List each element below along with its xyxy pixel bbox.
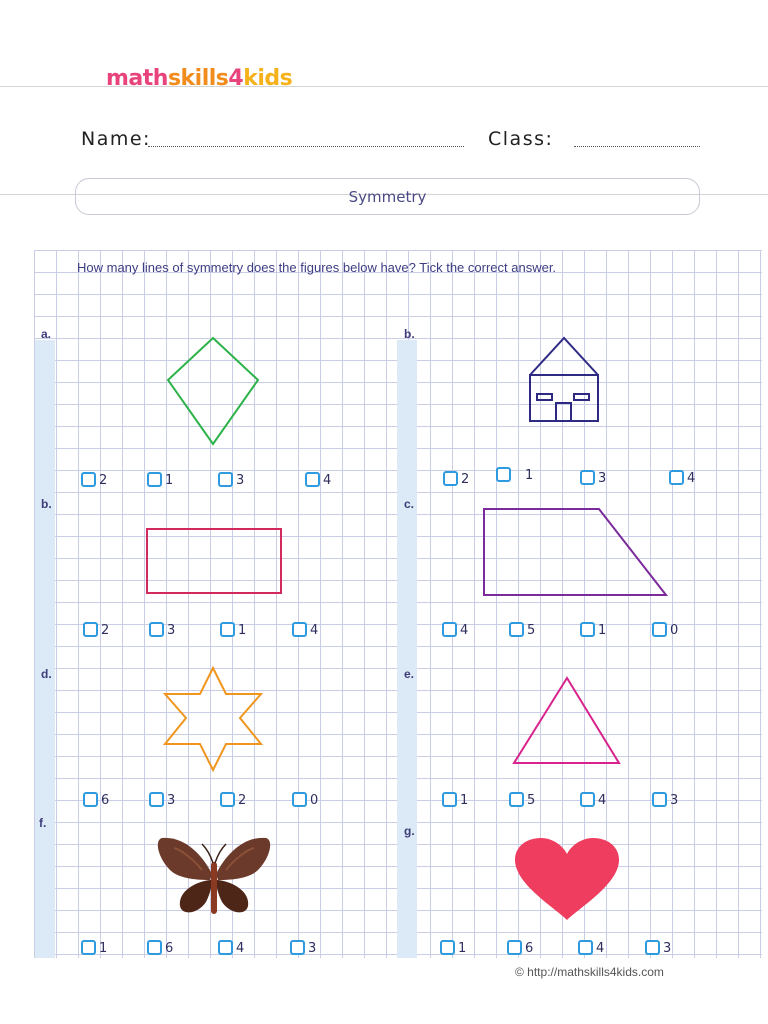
answer-option[interactable]: [292, 792, 318, 807]
answer-option[interactable]: [305, 472, 331, 487]
checkbox[interactable]: [218, 472, 233, 487]
answer-option[interactable]: [645, 940, 671, 955]
answer-option[interactable]: [509, 622, 535, 637]
answer-option[interactable]: [580, 622, 606, 637]
name-label: Name:: [81, 128, 151, 150]
class-label: Class:: [488, 128, 554, 150]
answer-option[interactable]: [652, 622, 678, 637]
answer-option[interactable]: [442, 622, 468, 637]
answer-option[interactable]: [83, 792, 109, 807]
left-margin-band: [35, 340, 55, 958]
answer-option[interactable]: [81, 940, 107, 955]
answer-option[interactable]: [290, 940, 316, 955]
option-number: 5: [527, 623, 536, 638]
trapezoid-shape: [482, 507, 670, 599]
checkbox[interactable]: [652, 792, 667, 807]
option-number: 6: [165, 941, 174, 956]
problem-label: b.: [41, 497, 52, 511]
answer-option[interactable]: [652, 792, 678, 807]
answer-option[interactable]: [83, 622, 109, 637]
answer-option[interactable]: [218, 940, 244, 955]
checkbox[interactable]: [580, 792, 595, 807]
option-number: 4: [596, 941, 605, 956]
checkbox[interactable]: [83, 622, 98, 637]
option-number: 1: [458, 941, 467, 956]
checkbox[interactable]: [220, 792, 235, 807]
six-pointed-star-shape: [160, 666, 266, 774]
problem-label: a.: [41, 327, 52, 341]
option-number: 2: [101, 623, 110, 638]
option-number: 3: [663, 941, 672, 956]
option-number: 3: [167, 793, 176, 808]
triangle-shape: [511, 676, 623, 766]
checkbox[interactable]: [509, 622, 524, 637]
checkbox[interactable]: [305, 472, 320, 487]
checkbox[interactable]: [443, 471, 458, 486]
checkbox[interactable]: [645, 940, 660, 955]
option-number: 1: [165, 473, 174, 488]
checkbox[interactable]: [290, 940, 305, 955]
copyright-footer: © http://mathskills4kids.com: [515, 965, 664, 979]
checkbox[interactable]: [578, 940, 593, 955]
answer-option[interactable]: [507, 940, 533, 955]
answer-option[interactable]: [220, 622, 246, 637]
instruction-text: How many lines of symmetry does the figures below have? Tick the correct answer.: [77, 260, 557, 275]
option-number: 0: [670, 623, 679, 638]
answer-option[interactable]: [292, 622, 318, 637]
answer-option[interactable]: [442, 792, 468, 807]
option-number: 5: [527, 793, 536, 808]
house-shape: [528, 336, 602, 424]
option-number: 3: [308, 941, 317, 956]
worksheet-title: Symmetry: [75, 178, 700, 215]
answer-option[interactable]: [443, 471, 469, 486]
checkbox[interactable]: [669, 470, 684, 485]
checkbox[interactable]: [81, 472, 96, 487]
problem-label: f.: [39, 816, 47, 830]
checkbox[interactable]: [147, 472, 162, 487]
option-number: 1: [525, 468, 534, 483]
answer-option[interactable]: [149, 622, 175, 637]
kite-shape: [166, 336, 260, 446]
butterfly-image: [154, 834, 274, 918]
rectangle-shape: [146, 528, 284, 596]
option-number: 4: [687, 471, 696, 486]
problem-label: d.: [41, 667, 52, 681]
option-number: 1: [238, 623, 247, 638]
option-number: 3: [598, 471, 607, 486]
option-number: 1: [460, 793, 469, 808]
class-line[interactable]: [574, 146, 700, 147]
option-number: 0: [310, 793, 319, 808]
option-number: 1: [598, 623, 607, 638]
option-number: 3: [236, 473, 245, 488]
option-number: 4: [310, 623, 319, 638]
checkbox[interactable]: [442, 792, 457, 807]
answer-option[interactable]: [580, 792, 606, 807]
checkbox[interactable]: [292, 622, 307, 637]
checkbox[interactable]: [580, 470, 595, 485]
option-number: 3: [670, 793, 679, 808]
heart-shape: [513, 836, 621, 922]
checkbox[interactable]: [580, 622, 595, 637]
option-number: 2: [238, 793, 247, 808]
problem-label: g.: [404, 824, 415, 838]
name-line[interactable]: [148, 146, 464, 147]
option-number: 6: [525, 941, 534, 956]
checkbox[interactable]: [442, 622, 457, 637]
checkbox[interactable]: [496, 467, 511, 482]
checkbox[interactable]: [147, 940, 162, 955]
answer-option[interactable]: [218, 472, 244, 487]
checkbox[interactable]: [220, 622, 235, 637]
problem-label: b.: [404, 327, 415, 341]
mathskills4kids-logo: mathskills4kids: [106, 66, 293, 91]
option-number: 2: [461, 472, 470, 487]
checkbox[interactable]: [652, 622, 667, 637]
checkbox[interactable]: [292, 792, 307, 807]
answer-option[interactable]: [578, 940, 604, 955]
answer-option[interactable]: [440, 940, 466, 955]
answer-option[interactable]: [496, 467, 533, 482]
option-number: 6: [101, 793, 110, 808]
option-number: 4: [323, 473, 332, 488]
answer-option[interactable]: [669, 470, 695, 485]
checkbox[interactable]: [149, 622, 164, 637]
answer-option[interactable]: [147, 472, 173, 487]
option-number: 2: [99, 473, 108, 488]
problem-label: e.: [404, 667, 415, 681]
problem-label: c.: [404, 497, 415, 511]
answer-option[interactable]: [149, 792, 175, 807]
checkbox[interactable]: [149, 792, 164, 807]
checkbox[interactable]: [81, 940, 96, 955]
answer-option[interactable]: [220, 792, 246, 807]
option-number: 4: [460, 623, 469, 638]
option-number: 4: [598, 793, 607, 808]
checkbox[interactable]: [440, 940, 455, 955]
checkbox[interactable]: [507, 940, 522, 955]
checkbox[interactable]: [218, 940, 233, 955]
answer-option[interactable]: [580, 470, 606, 485]
option-number: 4: [236, 941, 245, 956]
option-number: 3: [167, 623, 176, 638]
answer-option[interactable]: [81, 472, 107, 487]
checkbox[interactable]: [83, 792, 98, 807]
middle-margin-band: [397, 340, 417, 958]
option-number: 1: [99, 941, 108, 956]
checkbox[interactable]: [509, 792, 524, 807]
answer-option[interactable]: [147, 940, 173, 955]
answer-option[interactable]: [509, 792, 535, 807]
